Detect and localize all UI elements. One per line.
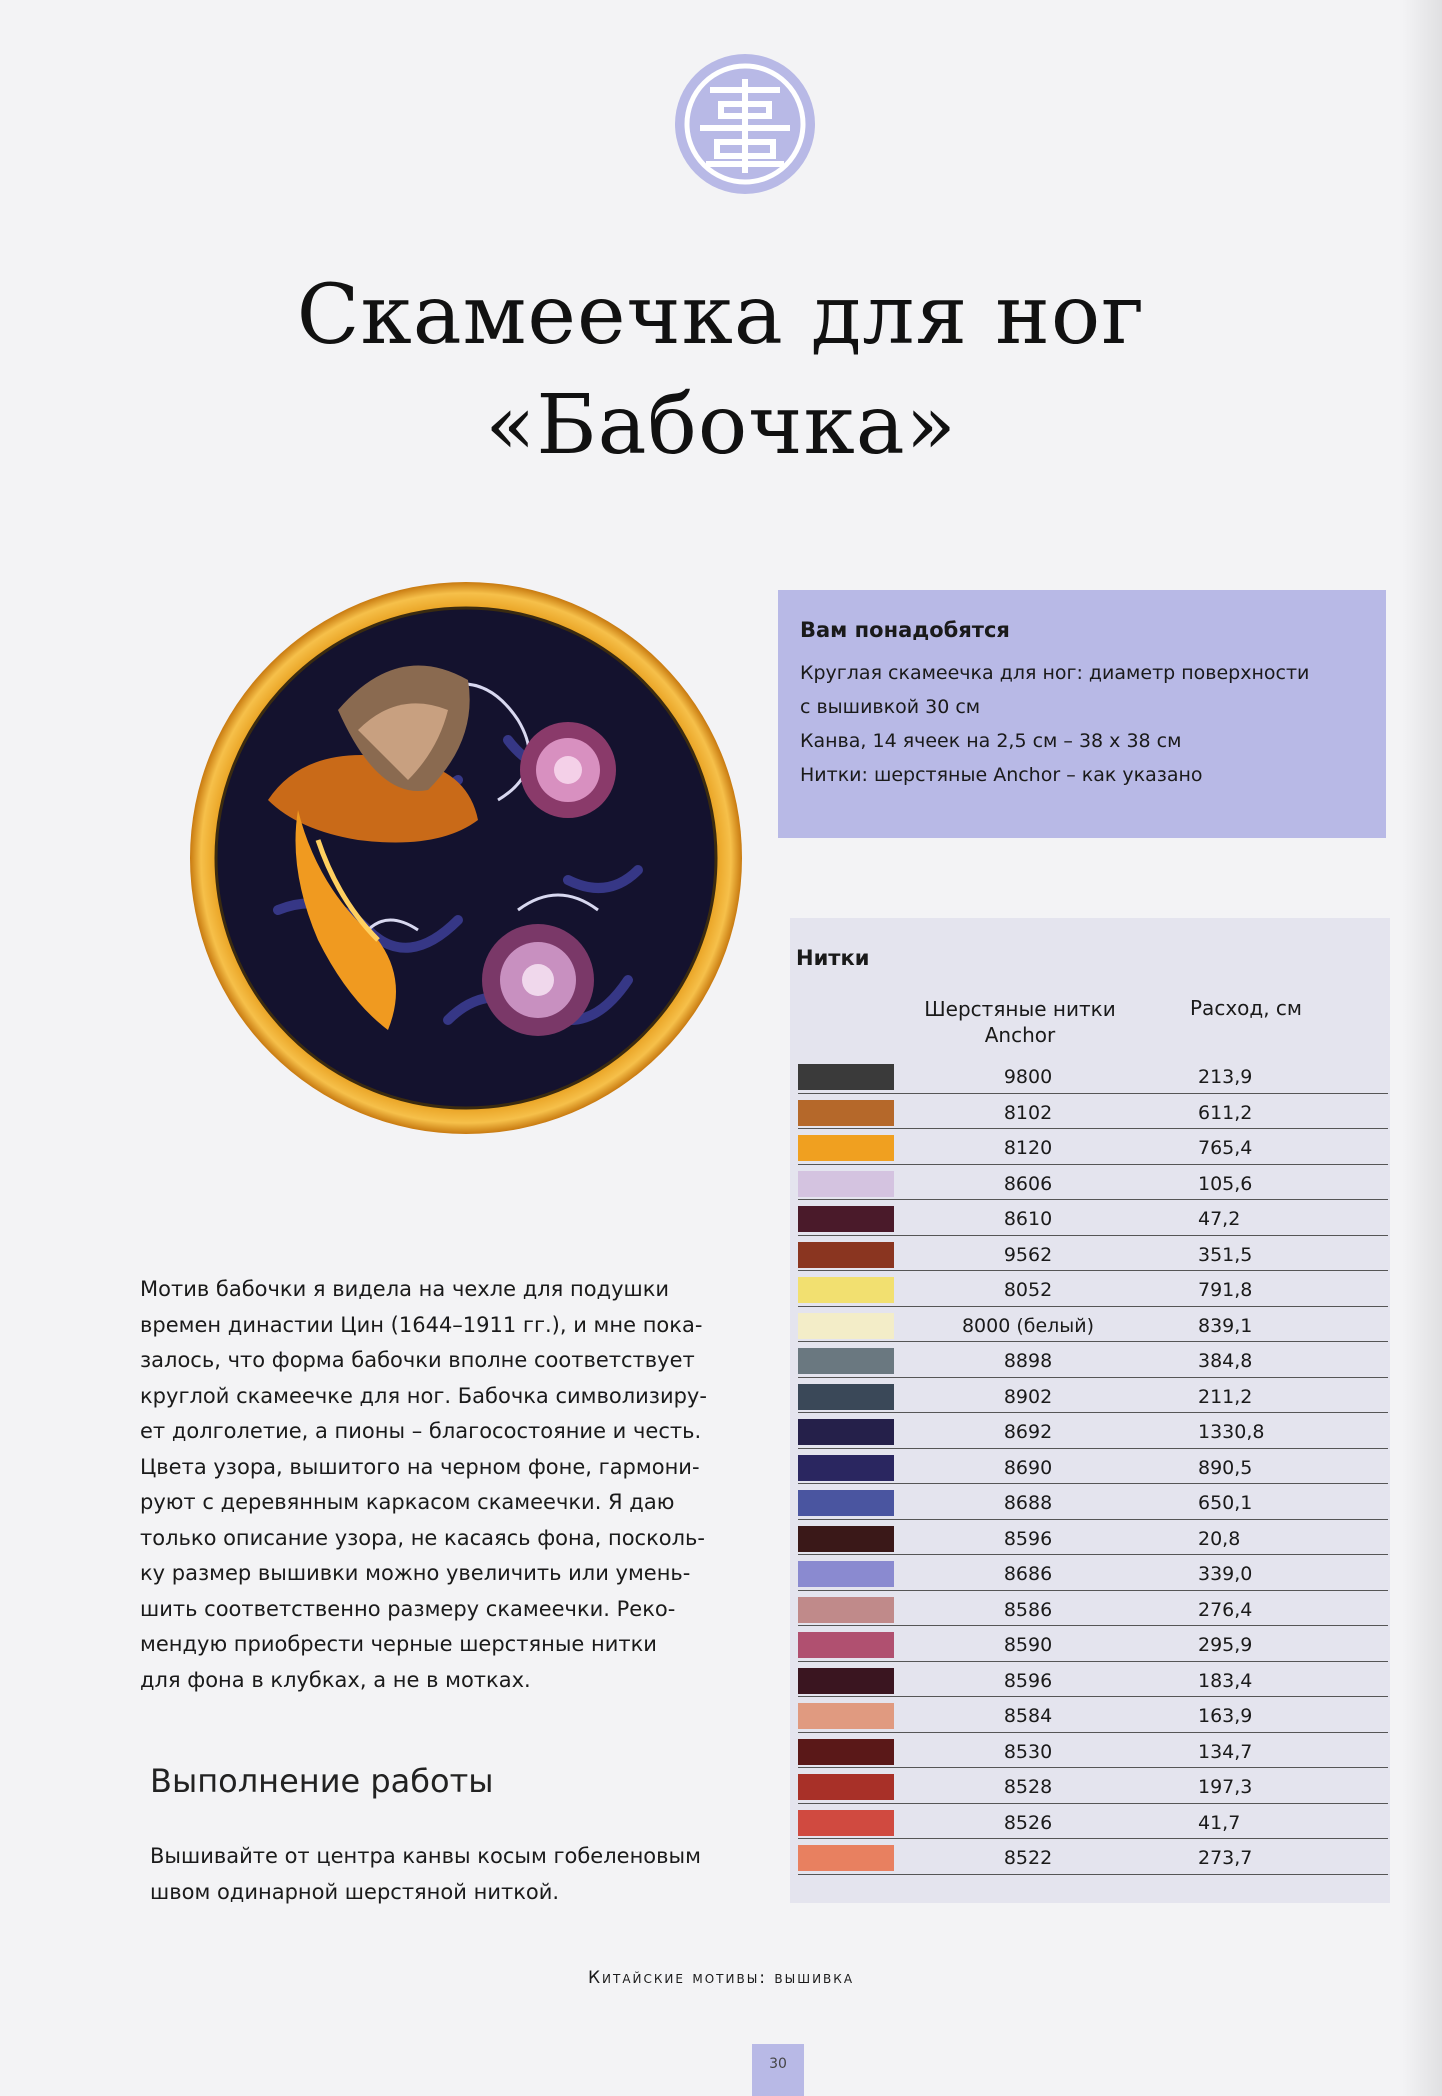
page-number: 30 [752,2044,804,2096]
table-row [798,1520,1388,1556]
table-row [798,1271,1388,1307]
color-swatch [798,1206,894,1232]
thread-amount: 183,4 [1198,1669,1253,1692]
work-instructions [150,1838,750,1910]
thread-code: 8688 [1003,1492,1053,1514]
thread-amount: 611,2 [1198,1101,1253,1124]
thread-code: 8902 [1003,1385,1053,1408]
color-swatch [798,1419,894,1445]
threads-rows [798,1058,1388,1875]
table-row [798,1768,1388,1804]
color-swatch [798,1668,894,1694]
color-swatch [798,1845,894,1871]
thread-amount: 197,3 [1198,1776,1253,1798]
thread-amount: 105,6 [1198,1172,1253,1195]
thread-code: 8528 [1003,1776,1053,1798]
color-swatch [798,1597,894,1623]
thread-code: 8596 [1003,1669,1053,1692]
thread-amount: 1330,8 [1198,1421,1265,1443]
color-swatch [798,1561,894,1587]
thread-amount: 163,9 [1198,1705,1253,1727]
threads-table [790,918,1390,1903]
table-row [798,1378,1388,1414]
thread-amount: 20,8 [1198,1527,1241,1550]
table-row [798,1733,1388,1769]
page-title-line2: «Бабочка» [485,378,957,473]
table-row [798,1129,1388,1165]
table-row [798,1697,1388,1733]
thread-amount: 134,7 [1198,1740,1253,1763]
thread-code: 8596 [1003,1527,1053,1550]
color-swatch [798,1774,894,1800]
thread-code: 8898 [1003,1350,1053,1372]
description-line: ет долголетие, а пионы – благосостояние и честь. [140,1419,702,1443]
description-line: ку размер вышивки можно увеличить или умень- [140,1561,691,1585]
thread-amount: 276,4 [1198,1598,1253,1621]
thread-amount: 273,7 [1198,1847,1253,1869]
color-swatch [798,1348,894,1374]
thread-code: 8584 [1003,1705,1053,1727]
color-swatch [798,1135,894,1161]
description-line: Цвета узора, вышитого на черном фоне, гармони- [140,1454,700,1479]
thread-amount: 295,9 [1198,1634,1253,1656]
table-row [798,1236,1388,1272]
table-row [798,1484,1388,1520]
column-header-code-line2: Anchor [984,1023,1056,1047]
work-line: швом одинарной шерстяной ниткой. [150,1880,560,1904]
color-swatch [798,1739,894,1765]
color-swatch [798,1242,894,1268]
color-swatch [798,1100,894,1126]
thread-amount: 791,8 [1198,1279,1253,1301]
section-title-work: Выполнение работы [150,1762,494,1800]
color-swatch [798,1632,894,1658]
table-row [798,1626,1388,1662]
description-line: Мотив бабочки я видела на чехле для подушки [140,1277,670,1301]
description-line: залось, что форма бабочки вполне соответствует [140,1348,695,1372]
table-row [798,1839,1388,1875]
description-line: для фона в клубках, а не в мотках. [140,1667,531,1692]
thread-code: 8000 (белый) [961,1314,1095,1337]
thread-code: 8690 [1003,1456,1053,1479]
thread-amount: 650,1 [1198,1492,1253,1514]
table-row [798,1591,1388,1627]
thread-amount: 47,2 [1198,1208,1241,1230]
table-row [798,1058,1388,1094]
thread-amount: 351,5 [1198,1243,1253,1266]
materials-item: Круглая скамеечка для ног: диаметр поверхности [800,662,1310,684]
threads-heading: Нитки [796,946,870,970]
table-row [798,1307,1388,1343]
color-swatch [798,1171,894,1197]
thread-amount: 765,4 [1198,1137,1253,1159]
thread-code: 8102 [1003,1101,1053,1124]
table-row [798,1413,1388,1449]
thread-code: 8610 [1003,1208,1053,1230]
description-text [140,1272,750,1698]
materials-box [778,590,1386,838]
materials-item: Нитки: шерстяные Anchor – как указано [800,764,1203,786]
description-line: шить соответственно размеру скамеечки. Реко- [140,1596,676,1621]
thread-code: 8590 [1003,1634,1053,1656]
table-row [798,1094,1388,1130]
thread-amount: 339,0 [1198,1563,1253,1585]
color-swatch [798,1064,894,1090]
column-header-code [910,996,1130,1048]
column-header-amount: Расход, см [1190,996,1303,1020]
thread-code: 8120 [1003,1137,1053,1159]
thread-code: 8586 [1003,1598,1053,1621]
table-row [798,1342,1388,1378]
thread-code: 8692 [1003,1421,1053,1443]
description-line: круглой скамеечке для ног. Бабочка символизиру- [140,1383,707,1408]
description-line: мендую приобрести черные шерстяные нитки [140,1632,657,1656]
description-line: времен династии Цин (1644–1911 гг.), и мне пока- [140,1312,703,1337]
color-swatch [798,1455,894,1481]
color-swatch [798,1384,894,1410]
materials-item: с вышивкой 30 см [800,696,981,718]
thread-code: 9562 [1003,1243,1053,1266]
column-header-code-line1: Шерстяные нитки [924,997,1116,1021]
thread-code: 8526 [1003,1811,1053,1834]
thread-code: 8606 [1003,1172,1053,1195]
description-line: только описание узора, не касаясь фона, посколь- [140,1525,706,1550]
color-swatch [798,1277,894,1303]
table-row [798,1555,1388,1591]
color-swatch [798,1490,894,1516]
thread-code: 9800 [1003,1066,1053,1088]
thread-code: 8522 [1003,1847,1053,1869]
thread-code: 8530 [1003,1740,1053,1763]
materials-item: Канва, 14 ячеек на 2,5 см – 38 х 38 см [800,730,1182,752]
description-line: руют с деревянным каркасом скамеечки. Я даю [140,1490,675,1514]
footstool-photo [188,580,744,1136]
thread-amount: 213,9 [1198,1066,1253,1088]
longevity-symbol-icon [673,52,817,196]
table-row [798,1804,1388,1840]
table-row [798,1200,1388,1236]
materials-heading: Вам понадобятся [800,618,1010,642]
table-row [798,1662,1388,1698]
footer-running-title: Китайские мотивы: вышивка [587,1968,855,1988]
work-line: Вышивайте от центра канвы косым гобеленовым [150,1844,701,1868]
color-swatch [798,1810,894,1836]
color-swatch [798,1526,894,1552]
color-swatch [798,1703,894,1729]
thread-code: 8686 [1003,1563,1053,1585]
color-swatch [798,1313,894,1339]
table-row [798,1449,1388,1485]
thread-code: 8052 [1003,1279,1053,1301]
thread-amount: 41,7 [1198,1811,1241,1834]
thread-amount: 890,5 [1198,1456,1253,1479]
thread-amount: 211,2 [1198,1385,1253,1408]
table-row [798,1165,1388,1201]
thread-amount: 384,8 [1198,1350,1253,1372]
thread-amount: 839,1 [1198,1314,1253,1337]
page-title-line1: Скамеечка для ног [296,268,1146,363]
